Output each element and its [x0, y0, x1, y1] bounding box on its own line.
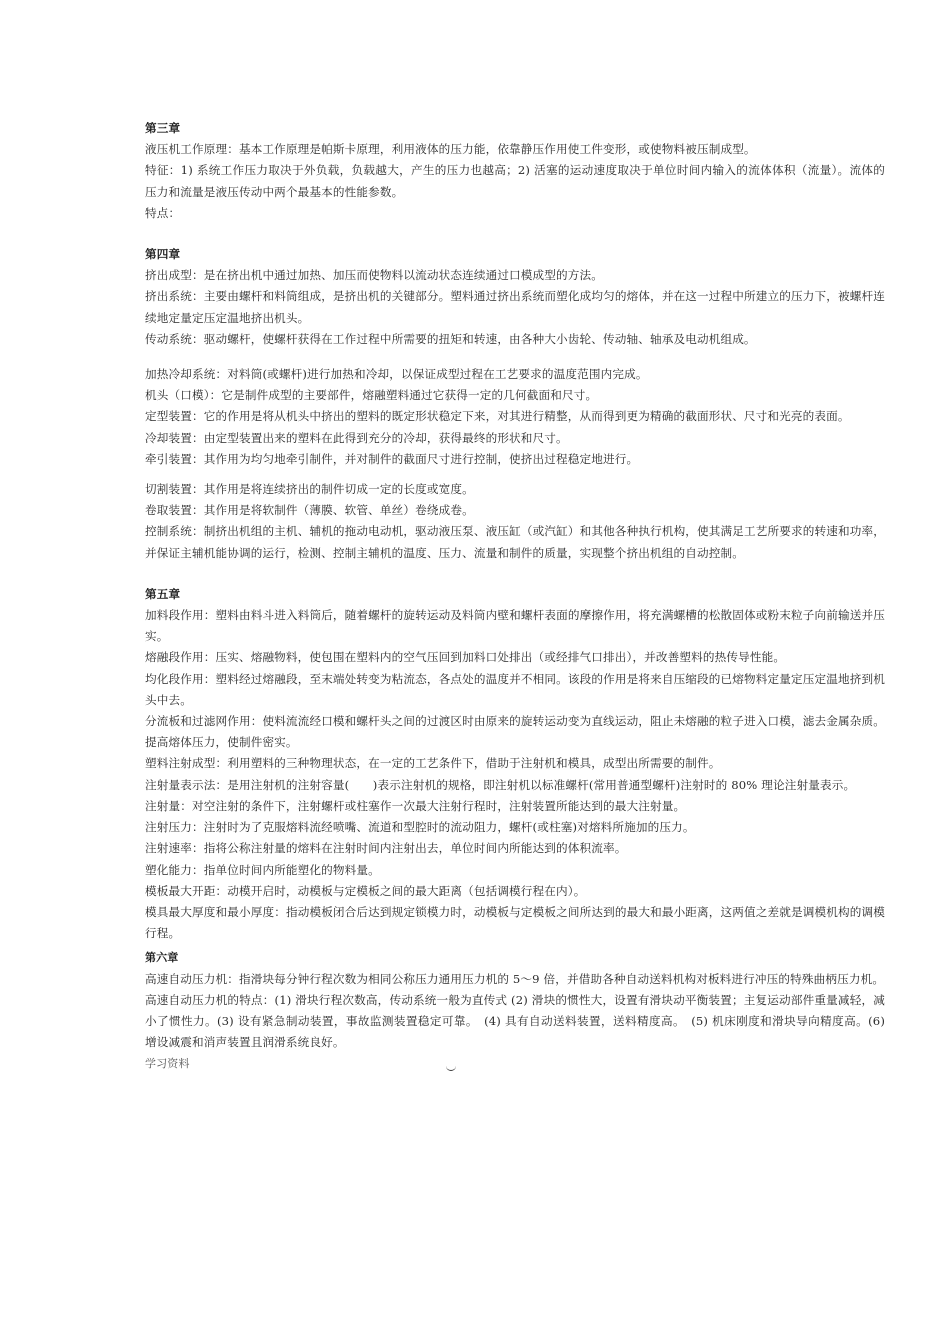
paragraph: 注射速率：指将公称注射量的熔料在注射时间内注射出去，单位时间内所能达到的体积流率。	[145, 841, 627, 856]
paragraph: 高速自动压力机的特点：(1) 滑块行程次数高，传动系统一般为直传式 (2) 滑块的惯性大，设置有滑块动平衡装置；主复运动部件重量减轻，减小了惯性力。(3) 设有紧急制动装置，事故监测装置稳定可靠。 (4) 具有自动送料装置，送料精度高。 (5) 机床刚度和滑块导向精度高。(6) 增设减震和消声装置且润滑系统良好。	[145, 992, 885, 1050]
paragraph: 注射量表示法：是用注射机的注射容量( )表示注射机的规格，即注射机以标准螺杆(常用普通型螺杆)注射时的 80% 理论注射量表示。	[145, 777, 856, 792]
paragraph: 模板最大开距：动模开启时，动模板与定模板之间的最大距离（包括调模行程在内）。	[145, 883, 586, 898]
paragraph: 塑料注射成型：利用塑料的三种物理状态，在一定的工艺条件下，借助于注射机和模具，成型出所需要的制件。	[145, 756, 721, 771]
paragraph: 传动系统：驱动螺杆，使螺杆获得在工作过程中所需要的扭矩和转速，由各种大小齿轮、传动轴、轴承及电动机组成。	[145, 331, 756, 346]
paragraph: 加料段作用：塑料由料斗进入料筒后，随着螺杆的旋转运动及料筒内壁和螺杆表面的摩擦作用，将充满螺槽的松散固体或粉末粒子向前输送并压实。	[145, 608, 885, 644]
paragraph: 特征：1) 系统工作压力取决于外负载，负载越大，产生的压力也越高；2) 活塞的运动速度取决于单位时间内输入的流体体积（流量）。流体的压力和流量是液压传动中两个最基本的性能参数。	[145, 163, 885, 199]
paragraph: 注射压力：注射时为了克服熔料流经喷嘴、流道和型腔时的流动阻力，螺杆(或柱塞)对熔料所施加的压力。	[145, 820, 695, 835]
paragraph: 切割装置：其作用是将连续挤出的制件切成一定的长度或宽度。	[145, 482, 474, 497]
paragraph: 定型装置：它的作用是将从机头中挤出的塑料的既定形状稳定下来，对其进行精整，从而得到更为精确的截面形状、尺寸和光亮的表面。	[145, 409, 850, 424]
footer-note: 学习资料	[145, 1057, 190, 1071]
paragraph: 液压机工作原理：基本工作原理是帕斯卡原理，利用液体的压力能，依靠静压作用使工件变形，或使物料被压制成型。	[145, 142, 756, 157]
chapter-3	[145, 118, 885, 224]
paragraph: 分流板和过滤网作用：使料流流经口模和螺杆头之间的过渡区时由原来的旋转运动变为直线运动，阻止未熔融的粒子进入口模，滤去金属杂质。提高熔体压力，使制件密实。	[145, 714, 885, 750]
paragraph: 卷取装置：其作用是将软制件（薄膜、软管、单丝）卷绕成卷。	[145, 503, 474, 518]
paragraph: 特点：	[145, 205, 181, 220]
document-body	[145, 118, 885, 1075]
chapter-4	[145, 244, 885, 564]
paragraph: 均化段作用：塑料经过熔融段，至末端处转变为粘流态，各点处的温度并不相同。该段的作用是将来自压缩段的已熔物料定量定压定温地挤到机头中去。	[145, 671, 885, 707]
chapter-heading: 第四章	[145, 247, 181, 262]
paragraph: 控制系统：制挤出机组的主机、辅机的拖动电动机，驱动液压泵、液压缸（或汽缸）和其他各种执行机构，使其满足工艺所要求的转速和功率，并保证主辅机能协调的运行，检测、控制主辅机的温度、压力、流量和制件的质量，实现整个挤出机组的自动控制。	[145, 524, 885, 560]
chapter-heading: 第三章	[145, 121, 181, 135]
paragraph: 高速自动压力机：指滑块每分钟行程次数为相同公称压力通用压力机的 5～9 倍，并借助各种自动送料机构对板料进行冲压的特殊曲柄压力机。	[145, 971, 885, 986]
paragraph: 挤出系统：主要由螺杆和料筒组成，是挤出机的关键部分。塑料通过挤出系统而塑化成均匀的熔体，并在这一过程中所建立的压力下，被螺杆连续地定量定压定温地挤出机头。	[145, 289, 885, 325]
chapter-6	[145, 947, 885, 1074]
chapter-heading: 第六章	[145, 951, 179, 965]
paragraph: 注射量：对空注射的条件下，注射螺杆或柱塞作一次最大注射行程时，注射装置所能达到的最大注射量。	[145, 798, 686, 813]
paragraph: 塑化能力：指单位时间内所能塑化的物料量。	[145, 862, 380, 877]
chapter-heading: 第五章	[145, 586, 181, 601]
paragraph: 牵引装置：其作用为均匀地牵引制件，并对制件的截面尺寸进行控制，使挤出过程稳定地进行。	[145, 451, 639, 466]
paragraph: 熔融段作用：压实、熔融物料，使包围在塑料内的空气压回到加料口处排出（或经排气口排出），并改善塑料的热传导性能。	[145, 650, 786, 665]
paragraph: 模具最大厚度和最小厚度：指动模板闭合后达到规定锁模力时，动模板与定模板之间所达到的最大和最小距离，这两值之差就是调模机构的调模行程。	[145, 904, 885, 941]
paragraph: 冷却装置：由定型装置出来的塑料在此得到充分的冷却，获得最终的形状和尺寸。	[145, 430, 568, 445]
paragraph: 挤出成型：是在挤出机中通过加热、加压而使物料以流动状态连续通过口模成型的方法。	[145, 268, 604, 283]
paragraph: 加热冷却系统：对料筒(或螺杆)进行加热和冷却，以保证成型过程在工艺要求的温度范围内完成。	[145, 367, 648, 382]
paragraph: 机头（口模）：它是制件成型的主要部件，熔融塑料通过它获得一定的几何截面和尺寸。	[145, 388, 598, 403]
chapter-5	[145, 584, 885, 944]
